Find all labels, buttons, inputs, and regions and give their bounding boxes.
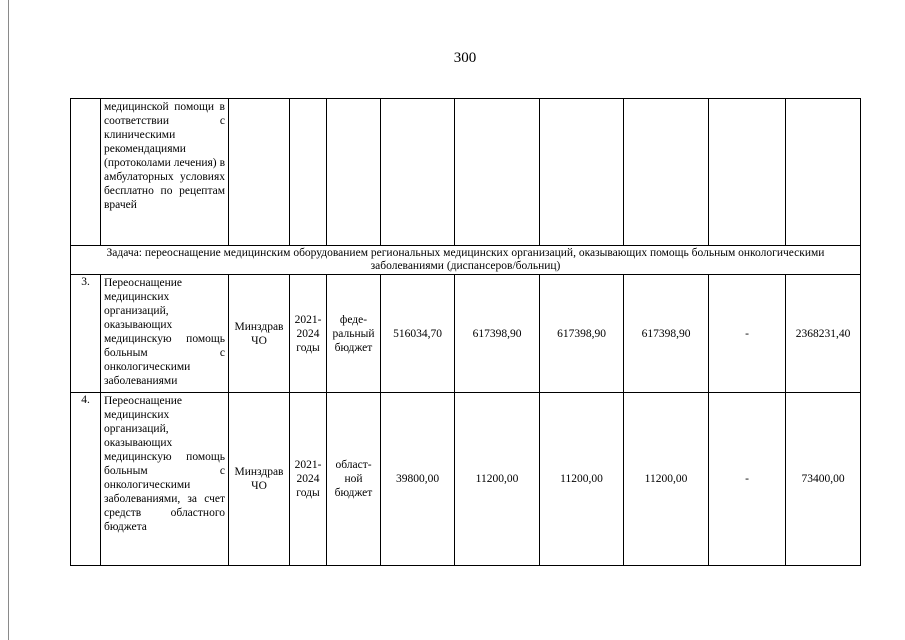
cell-value: 11200,00 <box>624 393 709 566</box>
cell-num: 3. <box>71 275 101 393</box>
cell-executor <box>229 99 290 246</box>
table-row <box>71 275 861 393</box>
cell-name-continued: медицинской помощи в соответствии с клиническими рекомендациями (протоколами лечения) в амбулаторных условиях бесплатно по рецептам врачей <box>101 99 229 246</box>
cell-name: Переоснащение медицинских организаций, оказывающих медицинскую помощь больным с онкологическими заболеваниями, за счет средств областного бюджета <box>101 393 229 566</box>
table-row <box>71 393 861 566</box>
table-row-continued <box>71 99 861 246</box>
cell-total: 2368231,40 <box>786 275 861 393</box>
cell-value <box>624 99 709 246</box>
cell-period: 2021-2024 годы <box>290 275 327 393</box>
cell-total <box>786 99 861 246</box>
cell-value: - <box>709 275 786 393</box>
cell-value <box>540 99 624 246</box>
cell-period <box>290 99 327 246</box>
cell-total: 73400,00 <box>786 393 861 566</box>
cell-name: Переоснащение медицинских организаций, оказывающих медицинскую помощь больным с онкологическими заболеваниями <box>101 275 229 393</box>
cell-value <box>381 99 455 246</box>
cell-num: 4. <box>71 393 101 566</box>
cell-value: - <box>709 393 786 566</box>
cell-executor: Минздрав ЧО <box>229 275 290 393</box>
cell-value: 39800,00 <box>381 393 455 566</box>
cell-source: област-ной бюджет <box>327 393 381 566</box>
cell-source: феде-ральный бюджет <box>327 275 381 393</box>
cell-value: 617398,90 <box>455 275 540 393</box>
cell-value: 617398,90 <box>624 275 709 393</box>
cell-value: 11200,00 <box>455 393 540 566</box>
program-table <box>70 98 861 566</box>
cell-value: 516034,70 <box>381 275 455 393</box>
cell-num <box>71 99 101 246</box>
cell-period: 2021-2024 годы <box>290 393 327 566</box>
cell-value: 11200,00 <box>540 393 624 566</box>
cell-value: 617398,90 <box>540 275 624 393</box>
scan-edge-line <box>8 0 9 640</box>
cell-source <box>327 99 381 246</box>
table-row-task <box>71 246 861 275</box>
cell-value <box>455 99 540 246</box>
cell-value <box>709 99 786 246</box>
page-number: 300 <box>453 50 477 66</box>
cell-executor: Минздрав ЧО <box>229 393 290 566</box>
task-heading: Задача: переоснащение медицинским оборудованием региональных медицинских организаций, оказывающих помощь больным онкологическими заболеваниями (диспансеров/больниц) <box>71 246 861 275</box>
